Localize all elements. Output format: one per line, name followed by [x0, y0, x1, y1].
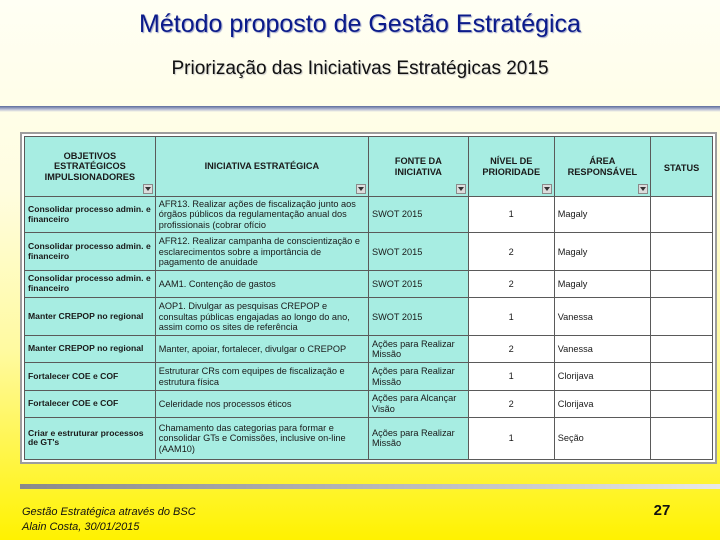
cell-iniciativa[interactable]: Celeridade nos processos éticos: [155, 390, 368, 417]
cell-nivel[interactable]: 2: [468, 390, 554, 417]
header-iniciativa[interactable]: [155, 137, 368, 197]
filter-dropdown-iniciativa[interactable]: [356, 184, 366, 194]
cell-objetivo[interactable]: Manter CREPOP no regional: [25, 336, 156, 363]
cell-iniciativa[interactable]: Chamamento das categorias para formar e consolidar GTs e Comissões, inclusive on-line (AAM10): [155, 417, 368, 459]
cell-objetivo[interactable]: Consolidar processo admin. e financeiro: [25, 271, 156, 298]
slide-subtitle: Priorização das Iniciativas Estratégicas 2015: [171, 58, 549, 79]
cell-fonte[interactable]: SWOT 2015: [368, 271, 468, 298]
cell-status[interactable]: [651, 298, 713, 336]
initiatives-table: [24, 136, 713, 460]
chevron-down-icon: [458, 187, 464, 191]
cell-status[interactable]: [651, 417, 713, 459]
header-objetivos[interactable]: [25, 137, 156, 197]
cell-status[interactable]: [651, 197, 713, 233]
chevron-down-icon: [358, 187, 364, 191]
cell-area[interactable]: Clorijava: [554, 363, 650, 390]
header-objetivos-label: OBJETIVOS ESTRATÉGICOS IMPULSIONADORES: [44, 150, 136, 182]
table-row: [25, 298, 713, 336]
filter-dropdown-objetivos[interactable]: [143, 184, 153, 194]
cell-fonte[interactable]: Ações para Realizar Missão: [368, 336, 468, 363]
cell-iniciativa[interactable]: Manter, apoiar, fortalecer, divulgar o CREPOP: [155, 336, 368, 363]
cell-iniciativa[interactable]: AFR13. Realizar ações de fiscalização junto aos órgãos públicos da regulamentação anual dos profissionais (cobrar ofício: [155, 197, 368, 233]
header-status[interactable]: [651, 137, 713, 197]
cell-iniciativa[interactable]: AOP1. Divulgar as pesquisas CREPOP e consultas públicas engajadas ao longo do ano, assim como os sites de referência: [155, 298, 368, 336]
cell-nivel[interactable]: 2: [468, 233, 554, 271]
cell-fonte[interactable]: SWOT 2015: [368, 298, 468, 336]
header-status-label: STATUS: [663, 163, 700, 173]
table-header-row: [25, 137, 713, 197]
chevron-down-icon: [145, 187, 151, 191]
header-iniciativa-label: INICIATIVA ESTRATÉGICA: [204, 161, 320, 172]
cell-area[interactable]: Vanessa: [554, 298, 650, 336]
chevron-down-icon: [640, 187, 646, 191]
table-row: [25, 363, 713, 390]
cell-iniciativa[interactable]: AAM1. Contenção de gastos: [155, 271, 368, 298]
table-row: [25, 197, 713, 233]
filter-dropdown-nivel[interactable]: [542, 184, 552, 194]
initiatives-table-frame: [20, 132, 717, 464]
cell-objetivo[interactable]: Manter CREPOP no regional: [25, 298, 156, 336]
cell-fonte[interactable]: Ações para Alcançar Visão: [368, 390, 468, 417]
header-nivel[interactable]: [468, 137, 554, 197]
footer-line-1: Gestão Estratégica através do BSC: [22, 506, 196, 518]
footer-divider: [20, 484, 720, 489]
filter-dropdown-area[interactable]: [638, 184, 648, 194]
page-number: 27: [653, 502, 671, 519]
cell-objetivo[interactable]: Fortalecer COE e COF: [25, 390, 156, 417]
cell-nivel[interactable]: 1: [468, 298, 554, 336]
cell-area[interactable]: Seção: [554, 417, 650, 459]
header-fonte[interactable]: [368, 137, 468, 197]
table-row: [25, 336, 713, 363]
cell-objetivo[interactable]: Fortalecer COE e COF: [25, 363, 156, 390]
table-row: [25, 271, 713, 298]
cell-status[interactable]: [651, 363, 713, 390]
table-row: [25, 233, 713, 271]
slide-title: Método proposto de Gestão Estratégica: [139, 10, 581, 38]
cell-objetivo[interactable]: Consolidar processo admin. e financeiro: [25, 233, 156, 271]
footer-line-2: Alain Costa, 30/01/2015: [22, 521, 140, 533]
cell-fonte[interactable]: Ações para Realizar Missão: [368, 417, 468, 459]
cell-area[interactable]: Vanessa: [554, 336, 650, 363]
cell-area[interactable]: Magaly: [554, 197, 650, 233]
cell-fonte[interactable]: SWOT 2015: [368, 233, 468, 271]
cell-status[interactable]: [651, 271, 713, 298]
header-nivel-label: NÍVEL DE PRIORIDADE: [482, 155, 541, 177]
cell-objetivo[interactable]: Criar e estruturar processos de GT's: [25, 417, 156, 459]
cell-objetivo[interactable]: Consolidar processo admin. e financeiro: [25, 197, 156, 233]
cell-nivel[interactable]: 2: [468, 336, 554, 363]
header-fonte-label: FONTE DA INICIATIVA: [394, 155, 442, 177]
title-divider: [0, 106, 720, 112]
footer: [22, 505, 196, 535]
cell-fonte[interactable]: SWOT 2015: [368, 197, 468, 233]
cell-nivel[interactable]: 2: [468, 271, 554, 298]
cell-fonte[interactable]: Ações para Realizar Missão: [368, 363, 468, 390]
cell-status[interactable]: [651, 390, 713, 417]
chevron-down-icon: [544, 187, 550, 191]
cell-nivel[interactable]: 1: [468, 197, 554, 233]
cell-iniciativa[interactable]: AFR12. Realizar campanha de conscientização e esclarecimentos sobre a importância de pagamento de anuidade: [155, 233, 368, 271]
cell-status[interactable]: [651, 336, 713, 363]
cell-nivel[interactable]: 1: [468, 417, 554, 459]
cell-iniciativa[interactable]: Estruturar CRs com equipes de fiscalização e estrutura física: [155, 363, 368, 390]
cell-nivel[interactable]: 1: [468, 363, 554, 390]
header-area-label: ÁREA RESPONSÁVEL: [567, 155, 638, 177]
table-row: [25, 417, 713, 459]
filter-dropdown-fonte[interactable]: [456, 184, 466, 194]
cell-area[interactable]: Magaly: [554, 233, 650, 271]
table-row: [25, 390, 713, 417]
cell-status[interactable]: [651, 233, 713, 271]
cell-area[interactable]: Clorijava: [554, 390, 650, 417]
cell-area[interactable]: Magaly: [554, 271, 650, 298]
header-area[interactable]: [554, 137, 650, 197]
